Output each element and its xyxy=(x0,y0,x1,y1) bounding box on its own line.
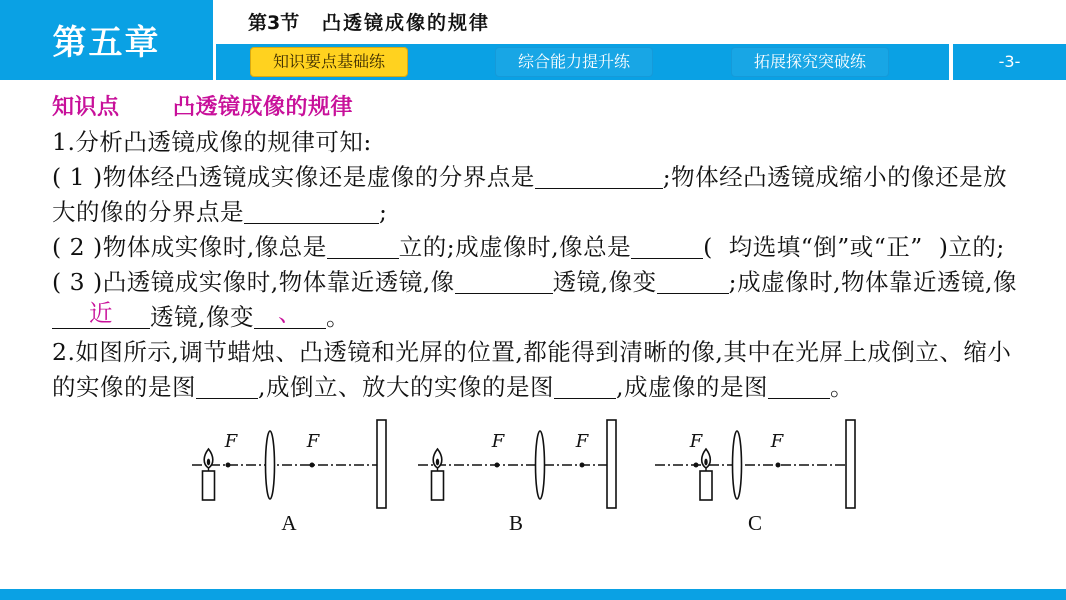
footer-bar xyxy=(0,589,1066,600)
exercise-content xyxy=(52,90,1042,406)
knowledge-point-topic: 凸透镜成像的规律 xyxy=(173,94,354,120)
answer-blank xyxy=(657,272,729,294)
focal-label: F xyxy=(689,431,703,452)
focal-label: F xyxy=(770,431,784,452)
question-text: 大的像的分界点是 xyxy=(52,197,244,226)
page-number-box xyxy=(953,44,1066,80)
question-text: 的实像的是图 xyxy=(52,373,196,402)
question-text: 。 xyxy=(829,373,854,402)
convex-lens xyxy=(536,431,545,499)
question-text: ( 3 )凸透镜成实像时,物体靠近透镜,像 xyxy=(52,267,455,296)
question1-part3-line2 xyxy=(52,300,1042,335)
panel-label: C xyxy=(747,511,763,535)
tab-bar xyxy=(216,44,949,80)
question-text: ( 2 )物体成实像时,像总是 xyxy=(52,232,327,261)
focal-label: F xyxy=(575,431,589,452)
question-text: 立的;成虚像时,像总是 xyxy=(398,232,632,261)
chapter-banner xyxy=(0,0,213,80)
question-text: ; xyxy=(379,197,388,226)
focal-point xyxy=(310,463,315,468)
answer-blank xyxy=(196,377,258,399)
figure-panel-c xyxy=(655,420,855,535)
question1-part1-line2 xyxy=(52,195,1042,230)
question-text: 2.如图所示,调节蜡烛、凸透镜和光屏的位置,都能得到清晰的像,其中在光屏上成倒立、缩小 xyxy=(52,338,1012,367)
convex-lens xyxy=(266,431,275,499)
focal-point xyxy=(776,463,781,468)
answer-mark: 、 xyxy=(277,298,302,327)
answer-blank xyxy=(244,202,379,224)
answer-mark: 近 xyxy=(89,298,113,327)
chapter-title: 第五章 xyxy=(52,23,161,63)
focal-point xyxy=(580,463,585,468)
question-text: 透镜,像变 xyxy=(552,267,657,296)
question1-stem xyxy=(52,125,1042,160)
page-number: -3- xyxy=(998,52,1021,71)
figure-panel-b xyxy=(418,420,616,535)
answer-blank xyxy=(631,237,703,259)
question-text: ,成倒立、放大的实像的是图 xyxy=(258,373,554,402)
answer-blank xyxy=(254,298,326,329)
focal-point xyxy=(495,463,500,468)
focal-label: F xyxy=(306,431,320,452)
focal-label: F xyxy=(491,431,505,452)
question1-part1-line1 xyxy=(52,160,1042,195)
figure-panel-a xyxy=(192,420,386,535)
answer-blank xyxy=(455,272,553,294)
answer-blank xyxy=(554,377,616,399)
question2-line1 xyxy=(52,335,1042,370)
knowledge-point-label: 知识点 xyxy=(52,94,120,120)
tab-comprehensive-ability[interactable]: 综合能力提升练 xyxy=(495,47,653,77)
question2-line2 xyxy=(52,370,1042,405)
answer-blank xyxy=(327,237,399,259)
light-screen xyxy=(607,420,616,508)
knowledge-point-heading xyxy=(52,90,1042,125)
answer-blank xyxy=(52,298,150,329)
focal-label: F xyxy=(224,431,238,452)
question-text: ( 均选填“倒”或“正” )立的; xyxy=(703,232,1005,261)
section-header xyxy=(248,9,648,37)
focal-point xyxy=(226,463,231,468)
question-text: 透镜,像变 xyxy=(150,303,254,332)
answer-blank xyxy=(768,377,830,399)
candle xyxy=(203,449,215,500)
question-text: ,成虚像的是图 xyxy=(615,373,768,402)
light-screen xyxy=(377,420,386,508)
answer-blank xyxy=(535,167,663,189)
light-screen xyxy=(846,420,855,508)
question-text: ;成虚像时,物体靠近透镜,像 xyxy=(728,267,1018,296)
question1-part3-line1 xyxy=(52,265,1042,300)
focal-point xyxy=(694,463,699,468)
panel-label: B xyxy=(508,511,524,535)
question-text: ;物体经凸透镜成缩小的像还是放 xyxy=(662,162,1008,191)
lens-imaging-figure xyxy=(180,410,870,536)
tab-extension-inquiry[interactable]: 拓展探究突破练 xyxy=(731,47,889,77)
question-text: ( 1 )物体经凸透镜成实像还是虚像的分界点是 xyxy=(52,162,535,191)
question-text: 。 xyxy=(325,303,350,332)
section-number: 第3节 xyxy=(248,12,300,34)
panel-label: A xyxy=(281,511,297,535)
candle xyxy=(700,449,712,500)
candle xyxy=(432,449,444,500)
convex-lens xyxy=(733,431,742,499)
question-text: 1.分析凸透镜成像的规律可知: xyxy=(52,127,372,156)
section-title: 凸透镜成像的规律 xyxy=(322,12,491,34)
tab-knowledge-basics[interactable]: 知识要点基础练 xyxy=(250,47,408,77)
question1-part2-line1 xyxy=(52,230,1042,265)
